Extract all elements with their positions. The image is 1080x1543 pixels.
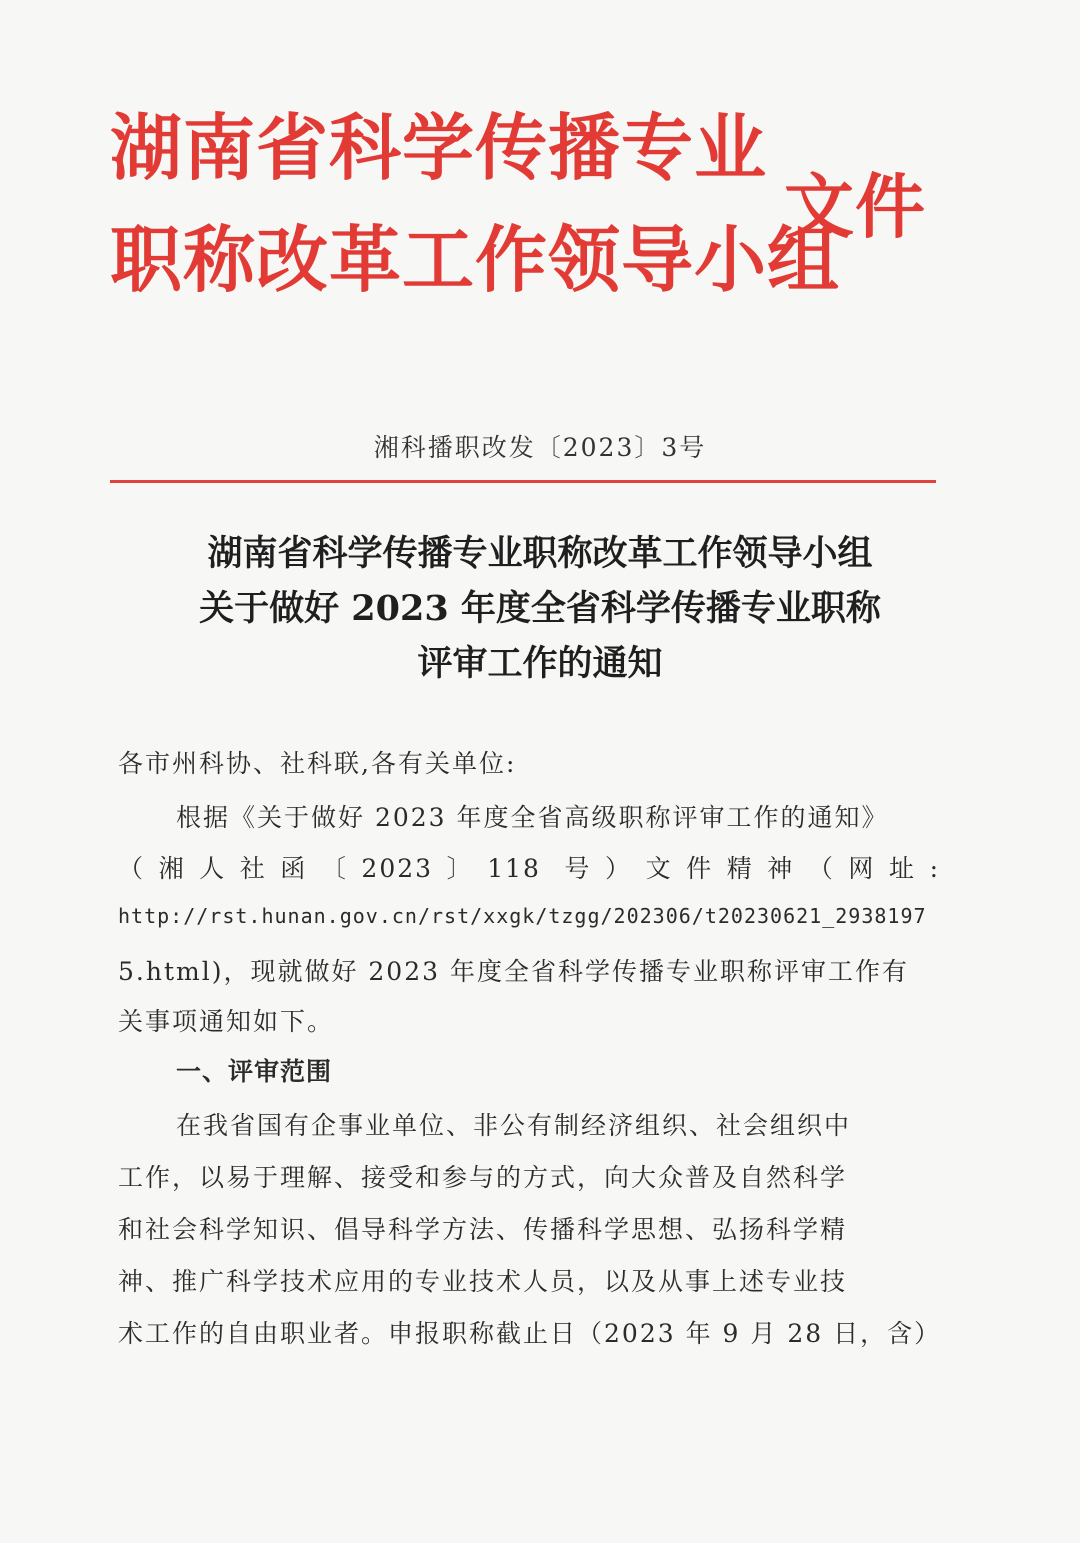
title-line1: 湖南省科学传播专业职称改革工作领导小组 (207, 533, 873, 574)
salutation: 各市州科协、社科联,各有关单位: (118, 749, 517, 778)
document-number: 湘科播职改发〔2023〕3号 (373, 433, 707, 462)
para1-line5: 关事项通知如下。 (118, 1007, 335, 1036)
para1-line4: 5.html)，现就做好 2023 年度全省科学传播专业职称评审工作有 (118, 957, 909, 986)
issuer-name-line2: 职称改革工作领导小组 (110, 217, 841, 302)
para1-line3-url: http://rst.hunan.gov.cn/rst/xxgk/tzgg/202306/t20230621_2938197 (118, 904, 927, 928)
issuer-name-line1: 湖南省科学传播专业 (110, 105, 768, 190)
para2-line3: 和社会科学知识、倡导科学方法、传播科学思想、弘扬科学精 (118, 1215, 848, 1244)
red-divider (110, 480, 936, 483)
document-title (110, 526, 970, 691)
para2-line2: 工作，以易于理解、接受和参与的方式，向大众普及自然科学 (118, 1163, 848, 1192)
para2-line1: 在我省国有企事业单位、非公有制经济组织、社会组织中 (176, 1111, 852, 1140)
document-word: 文件 (784, 165, 926, 248)
title-line3: 评审工作的通知 (417, 643, 663, 684)
para1-line2: （湘人社函〔2023〕118 号）文件精神（网址: (118, 854, 940, 883)
title-line2: 关于做好 2023 年度全省科学传播专业职称 (199, 588, 881, 629)
para2-line5: 术工作的自由职业者。申报职称截止日（2023 年 9 月 28 日，含） (118, 1319, 942, 1348)
section-heading-scope: 一、评审范围 (176, 1057, 333, 1086)
para2-line4: 神、推广科学技术应用的专业技术人员，以及从事上述专业技 (118, 1267, 848, 1296)
para1-line1: 根据《关于做好 2023 年度全省高级职称评审工作的通知》 (176, 803, 889, 832)
